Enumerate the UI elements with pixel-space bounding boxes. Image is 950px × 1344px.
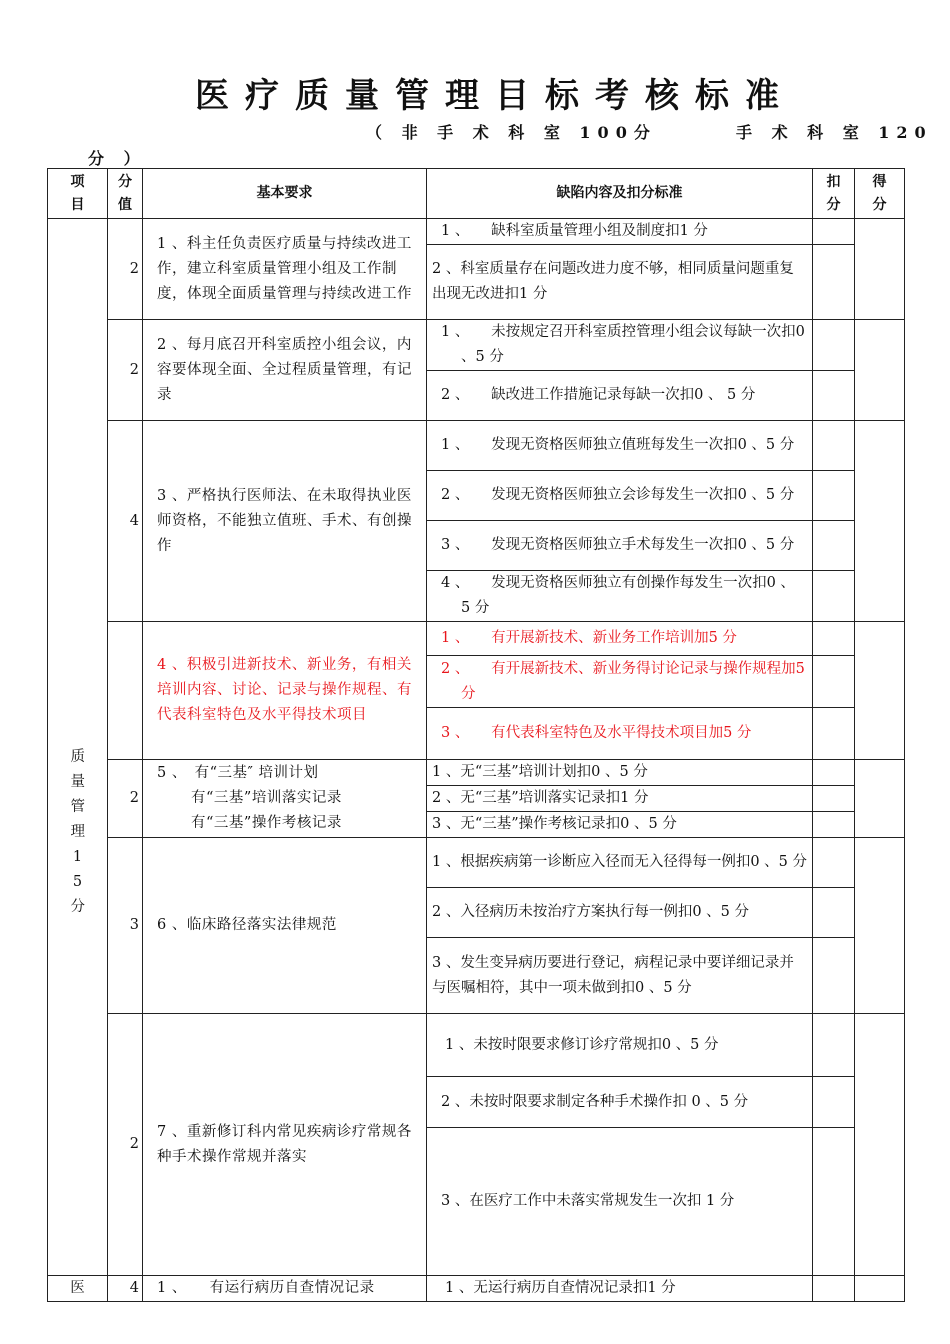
criteria-cell: 1 、 有开展新技术、新业务工作培训加5 分 — [427, 622, 813, 656]
gain-cell[interactable] — [855, 622, 905, 760]
requirement-cell: 7 、重新修订科内常见疾病诊疗常规各种手术操作常规并落实 — [143, 1014, 427, 1276]
table-row — [48, 838, 905, 888]
requirement-cell: 2 、每月底召开科室质控小组会议，内容要体现全面、全过程质量管理，有记录 — [143, 320, 427, 421]
criteria-cell: 2 、入径病历未按治疗方案执行每一例扣0 、5 分 — [427, 888, 813, 938]
criteria-cell: 3 、 发现无资格医师独立手术每发生一次扣0 、5 分 — [427, 521, 813, 571]
criteria-cell: 3 、在医疗工作中未落实常规发生一次扣 1 分 — [427, 1128, 813, 1276]
deduct-cell[interactable] — [813, 1014, 855, 1077]
criteria-cell: 1 、 缺科室质量管理小组及制度扣1 分 — [427, 219, 813, 245]
deduct-cell[interactable] — [813, 838, 855, 888]
criteria-cell: 2 、 发现无资格医师独立会诊每发生一次扣0 、5 分 — [427, 471, 813, 521]
criteria-cell: 2 、未按时限要求制定各种手术操作扣 0 、5 分 — [427, 1077, 813, 1128]
page-title: 医疗质量管理目标考核标准 — [195, 76, 795, 116]
header-row — [48, 169, 905, 219]
deduct-cell[interactable] — [813, 521, 855, 571]
deduct-cell[interactable] — [813, 812, 855, 838]
requirement-cell: 1 、 有运行病历自查情况记录 — [143, 1276, 427, 1302]
gain-cell[interactable] — [855, 219, 905, 320]
criteria-cell: 1 、 发现无资格医师独立值班每发生一次扣0 、5 分 — [427, 421, 813, 471]
gain-cell[interactable] — [855, 1014, 905, 1276]
deduct-cell[interactable] — [813, 571, 855, 622]
table-row — [48, 219, 905, 245]
requirement-cell: 6 、临床路径落实法律规范 — [143, 838, 427, 1014]
category-label: 质量管理15分 — [70, 748, 85, 915]
table-row — [48, 1014, 905, 1077]
gain-cell[interactable] — [855, 1276, 905, 1302]
deduct-cell[interactable] — [813, 656, 855, 708]
requirement-line: 5 、 有“三基″ 培训计划 — [157, 765, 319, 781]
requirement-cell: 4 、积极引进新技术、新业务，有相关培训内容、讨论、记录与操作规程、有代表科室特色及水平得技术项目 — [143, 622, 427, 760]
deduct-cell[interactable] — [813, 245, 855, 320]
header-item: 项目 — [48, 169, 108, 219]
deduct-cell[interactable] — [813, 708, 855, 760]
deduct-cell[interactable] — [813, 371, 855, 421]
header-gain: 得分 — [855, 169, 905, 219]
requirement-cell — [143, 760, 427, 838]
deduct-cell[interactable] — [813, 219, 855, 245]
deduct-cell[interactable] — [813, 622, 855, 656]
requirement-line: 有“三基”操作考核记录 — [191, 815, 342, 831]
deduct-cell[interactable] — [813, 471, 855, 521]
subtitle-continuation: 分 ） — [88, 149, 147, 168]
score-cell: 3 — [108, 838, 143, 1014]
category-cell — [48, 219, 108, 1276]
subtitle-non-surgical: （ 非 手 术 科 室 100分 — [366, 123, 657, 142]
score-cell: 2 — [108, 1014, 143, 1276]
table-row — [48, 760, 905, 786]
category-cell: 医 — [48, 1276, 108, 1302]
criteria-cell: 2 、科室质量存在问题改进力度不够，相同质量问题重复出现无改进扣1 分 — [427, 245, 813, 320]
score-cell: 2 — [108, 760, 143, 838]
requirement-cell: 1 、科主任负责医疗质量与持续改进工作，建立科室质量管理小组及工作制度，体现全面质量管理与持续改进工作 — [143, 219, 427, 320]
criteria-cell: 1 、 未按规定召开科室质控管理小组会议每缺一次扣0 、5 分 — [427, 320, 813, 371]
criteria-cell: 3 、发生变异病历要进行登记，病程记录中要详细记录并与医嘱相符，其中一项未做到扣0 、5 分 — [427, 938, 813, 1014]
criteria-cell: 1 、无“三基”培训计划扣0 、5 分 — [427, 760, 813, 786]
deduct-cell[interactable] — [813, 1128, 855, 1276]
gain-cell[interactable] — [855, 320, 905, 421]
header-criteria: 缺陷内容及扣分标准 — [427, 169, 813, 219]
score-cell: 2 — [108, 219, 143, 320]
criteria-cell: 2 、 有开展新技术、新业务得讨论记录与操作规程加5 分 — [427, 656, 813, 708]
score-cell: 2 — [108, 320, 143, 421]
score-cell: 4 — [108, 421, 143, 622]
score-cell — [108, 622, 143, 760]
header-deduct: 扣分 — [813, 169, 855, 219]
deduct-cell[interactable] — [813, 1077, 855, 1128]
criteria-cell: 4 、 发现无资格医师独立有创操作每发生一次扣0 、 5 分 — [427, 571, 813, 622]
gain-cell[interactable] — [855, 838, 905, 1014]
deduct-cell[interactable] — [813, 760, 855, 786]
deduct-cell[interactable] — [813, 888, 855, 938]
subtitle-surgical: 手 术 科 室 120 — [736, 123, 933, 142]
deduct-cell[interactable] — [813, 1276, 855, 1302]
deduct-cell[interactable] — [813, 320, 855, 371]
requirement-cell: 3 、严格执行医师法、在未取得执业医师资格，不能独立值班、手术、有创操作 — [143, 421, 427, 622]
criteria-cell: 1 、未按时限要求修订诊疗常规扣0 、5 分 — [427, 1014, 813, 1077]
header-requirement: 基本要求 — [143, 169, 427, 219]
table-row — [48, 622, 905, 656]
table-row — [48, 421, 905, 471]
criteria-cell: 1 、根据疾病第一诊断应入径而无入径得每一例扣0 、5 分 — [427, 838, 813, 888]
table-row — [48, 320, 905, 371]
deduct-cell[interactable] — [813, 938, 855, 1014]
header-score: 分值 — [108, 169, 143, 219]
table-row — [48, 1276, 905, 1302]
criteria-cell: 2 、无“三基”培训落实记录扣1 分 — [427, 786, 813, 812]
criteria-cell: 3 、无“三基”操作考核记录扣0 、5 分 — [427, 812, 813, 838]
criteria-cell: 2 、 缺改进工作措施记录每缺一次扣0 、 5 分 — [427, 371, 813, 421]
criteria-cell: 1 、无运行病历自查情况记录扣1 分 — [427, 1276, 813, 1302]
assessment-table — [47, 168, 905, 1302]
requirement-line: 有“三基”培训落实记录 — [191, 790, 342, 806]
gain-cell[interactable] — [855, 760, 905, 838]
criteria-cell: 3 、 有代表科室特色及水平得技术项目加5 分 — [427, 708, 813, 760]
deduct-cell[interactable] — [813, 421, 855, 471]
deduct-cell[interactable] — [813, 786, 855, 812]
score-cell: 4 — [108, 1276, 143, 1302]
gain-cell[interactable] — [855, 421, 905, 622]
